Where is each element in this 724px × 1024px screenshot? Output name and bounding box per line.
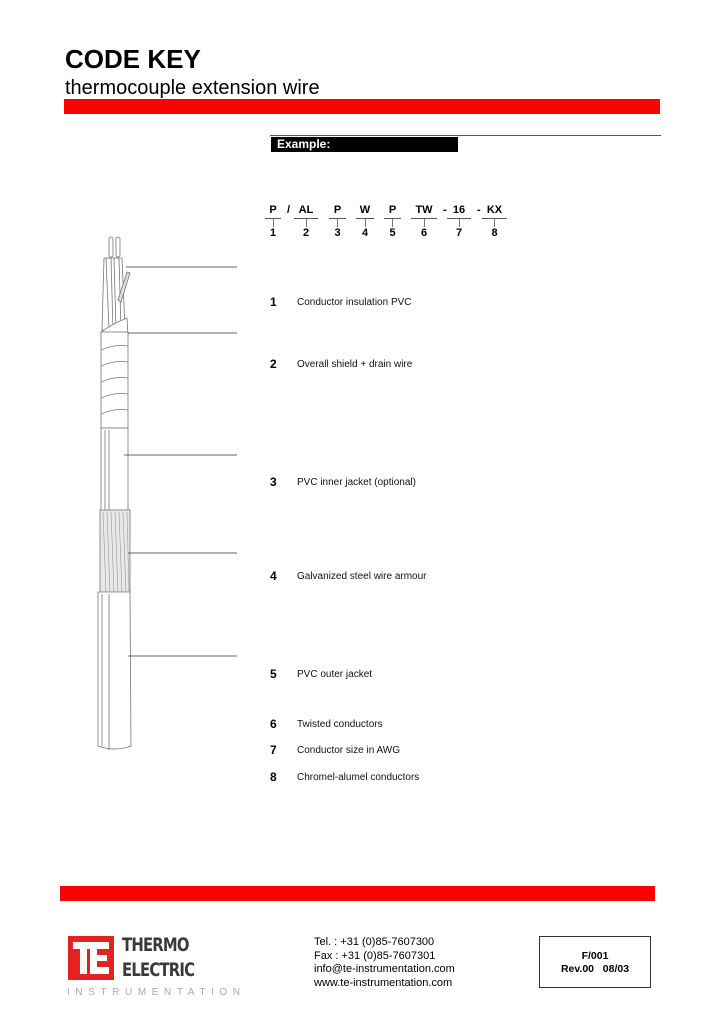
contact-block [314, 936, 455, 990]
legend-number-8: 8 [270, 770, 277, 784]
legend-text-8: Chromel-alumel conductors [297, 772, 420, 783]
logo-thermo: THERMO [122, 934, 189, 956]
legend-text-1: Conductor insulation PVC [297, 297, 412, 308]
legend-text-3: PVC inner jacket (optional) [297, 477, 416, 488]
revision-box [539, 936, 651, 988]
code-segment-8: KX 8 [482, 204, 507, 239]
logo-instrumentation: INSTRUMENTATION [67, 987, 246, 998]
contact-website[interactable]: www.te-instrumentation.com [314, 976, 453, 989]
legend-text-4: Galvanized steel wire armour [297, 571, 427, 582]
code-segment-2: AL 2 [294, 204, 318, 239]
legend-number-2: 2 [270, 357, 277, 371]
page-title: CODE KEY [65, 44, 201, 74]
legend-number-5: 5 [270, 667, 277, 681]
contact-email[interactable]: info@te-instrumentation.com [314, 963, 455, 975]
logo-te-mark-icon [68, 936, 114, 980]
logo-electric: ELECTRIC [122, 959, 195, 981]
code-segment-1: P 1 [265, 204, 281, 239]
legend-number-7: 7 [270, 743, 277, 757]
revision-date: Rev.00 08/03 [560, 963, 630, 975]
te-mark-icon [68, 936, 114, 980]
code-segment-4: W 4 [356, 204, 374, 239]
code-segment-7: 16 7 [447, 204, 471, 239]
legend-text-5: PVC outer jacket [297, 669, 373, 680]
example-label: Example: [271, 137, 458, 152]
legend-text-2: Overall shield + drain wire [297, 359, 413, 370]
code-segment-6: TW 6 [411, 204, 437, 239]
contact-tel: Tel. : +31 (0)85-7607300 [314, 936, 435, 948]
document-code: F/001 [581, 950, 609, 962]
legend-number-3: 3 [270, 475, 277, 489]
page-subtitle: thermocouple extension wire [65, 77, 320, 99]
code-separator: - [477, 204, 481, 216]
code-segment-3: P 3 [329, 204, 346, 239]
code-separator: / [287, 204, 291, 216]
legend-number-6: 6 [270, 717, 277, 731]
code-separator: - [443, 204, 447, 216]
contact-fax: Fax : +31 (0)85-7607301 [314, 949, 436, 962]
footer-red-bar [60, 886, 655, 901]
code-segment-5: P 5 [384, 204, 401, 239]
legend-text-6: Twisted conductors [297, 719, 383, 730]
legend-number-4: 4 [270, 569, 277, 583]
legend-number-1: 1 [270, 295, 277, 309]
legend-text-7: Conductor size in AWG [297, 745, 401, 756]
